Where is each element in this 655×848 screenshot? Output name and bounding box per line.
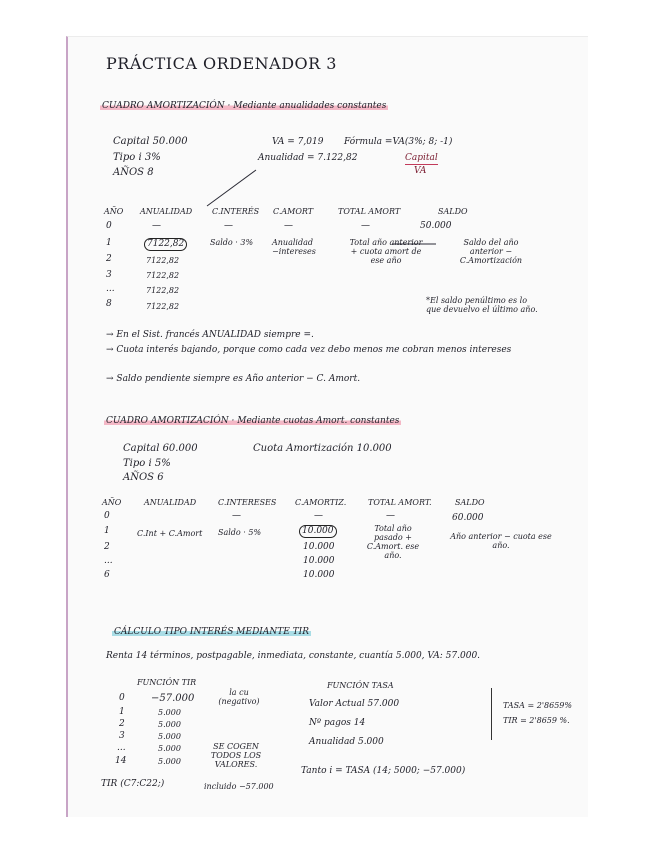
s3-intro: Renta 14 términos, postpagable, inmediata, constante, cuantía 5.000, VA: 57.000. bbox=[106, 651, 481, 661]
s1-anual-val: — bbox=[152, 221, 161, 231]
s1-bullet: → En el Sist. francés ANUALIDAD siempre =. bbox=[106, 330, 314, 340]
s1-bullet: → Cuota interés bajando, porque como cada vez debo menos me cobran menos intereses bbox=[106, 345, 512, 355]
s3-cogen: SE COGEN TODOS LOS VALORES. bbox=[210, 742, 262, 769]
s1-amort-dash: — bbox=[284, 221, 293, 231]
s3-tir-title: FUNCIÓN TIR bbox=[137, 678, 197, 687]
section1-heading: CUADRO AMORTIZACIÓN · Mediante anualidades constantes bbox=[102, 101, 387, 111]
s1-capital: Capital 50.000 bbox=[113, 136, 188, 147]
brace bbox=[491, 688, 498, 740]
s3-tir-note: la cu (negativo) bbox=[218, 688, 260, 706]
s3-tir-val: −57.000 bbox=[151, 693, 195, 704]
s3-tir-idx: 14 bbox=[115, 756, 127, 766]
s3-n-pagos: Nº pagos 14 bbox=[309, 718, 366, 728]
s2-interes-dash: — bbox=[232, 511, 241, 521]
s3-anualidad: Anualidad 5.000 bbox=[309, 737, 384, 747]
s1-tipo: Tipo i 3% bbox=[113, 152, 161, 163]
section2-heading: CUADRO AMORTIZACIÓN · Mediante cuotas Amort. constantes bbox=[106, 416, 400, 426]
s1-col-anualidad: ANUALIDAD bbox=[140, 207, 193, 216]
s1-formula: Fórmula =VA(3%; 8; -1) bbox=[344, 137, 453, 147]
s1-amort-row1: Anualidad −intereses bbox=[272, 238, 316, 256]
s2-tipo: Tipo i 5% bbox=[123, 458, 171, 469]
page-title: PRÁCTICA ORDENADOR 3 bbox=[106, 54, 337, 73]
s1-interes-dash: — bbox=[224, 221, 233, 231]
s1-capital-frac: Capital bbox=[405, 153, 438, 163]
s3-tir-val: 5.000 bbox=[158, 720, 181, 729]
s3-tir-idx: 2 bbox=[119, 719, 125, 729]
s2-amort-val-circled: 10.000 bbox=[299, 525, 337, 538]
s1-anual-val: 7122,82 bbox=[146, 256, 180, 265]
s2-col-interes: C.INTERESES bbox=[218, 498, 277, 507]
s2-year: 2 bbox=[104, 542, 110, 552]
s2-saldo-row1: Año anterior − cuota ese año. bbox=[450, 532, 552, 550]
s1-year: 2 bbox=[106, 254, 112, 264]
s1-anual-val: 7122,82 bbox=[146, 271, 180, 280]
s1-anual-val-circled: 7122,82 bbox=[144, 238, 187, 251]
s3-tir-val: 5.000 bbox=[158, 757, 181, 766]
s2-saldo0: 60.000 bbox=[452, 513, 484, 523]
s1-va: VA = 7,019 bbox=[272, 137, 324, 147]
s3-tir-idx: 3 bbox=[119, 731, 125, 741]
s2-col-amort: C.AMORTIZ. bbox=[295, 498, 347, 507]
s2-anos: AÑOS 6 bbox=[123, 472, 164, 483]
s1-col-saldo: SALDO bbox=[438, 207, 468, 216]
s1-anual-val: 7122,82 bbox=[146, 286, 180, 295]
s3-tir-idx: 1 bbox=[119, 707, 125, 717]
s2-col-anualidad: ANUALIDAD bbox=[144, 498, 197, 507]
s1-year: 0 bbox=[106, 221, 112, 231]
s2-year: 6 bbox=[104, 570, 110, 580]
s1-year: 8 bbox=[106, 299, 112, 309]
s2-amort-val: 10.000 bbox=[303, 542, 335, 552]
s2-col-ano: AÑO bbox=[102, 498, 122, 507]
s2-capital: Capital 60.000 bbox=[123, 443, 198, 454]
s2-year: ... bbox=[104, 556, 113, 566]
s3-tir-val: 5.000 bbox=[158, 708, 181, 717]
s1-anualidad: Anualidad = 7.122,82 bbox=[258, 153, 358, 163]
s1-year: ... bbox=[106, 284, 115, 294]
s2-amort-val: 10.000 bbox=[303, 570, 335, 580]
s3-tir-idx: ... bbox=[117, 743, 126, 753]
section3-heading: CÁLCULO TIPO INTERÉS MEDIANTE TIR bbox=[114, 627, 309, 637]
s3-tasa-result: TASA = 2'8659% bbox=[503, 701, 572, 710]
s2-col-saldo: SALDO bbox=[455, 498, 485, 507]
s1-col-amort: C.AMORT bbox=[273, 207, 314, 216]
s2-anualidad-row1: C.Int + C.Amort bbox=[137, 529, 203, 538]
s3-tir-val: 5.000 bbox=[158, 744, 181, 753]
s3-incluido: incluido −57.000 bbox=[204, 782, 274, 791]
s2-col-total: TOTAL AMORT. bbox=[368, 498, 432, 507]
s1-year: 3 bbox=[106, 270, 112, 280]
s1-col-total: TOTAL AMORT bbox=[338, 207, 401, 216]
s1-bullet: → Saldo pendiente siempre es Año anterior − C. Amort. bbox=[106, 374, 361, 384]
s2-total-dash: — bbox=[386, 511, 395, 521]
s1-anos: AÑOS 8 bbox=[113, 167, 154, 178]
s3-tanto: Tanto i = TASA (14; 5000; −57.000) bbox=[301, 766, 466, 776]
s1-interes-row1: Saldo · 3% bbox=[210, 238, 254, 247]
s1-col-ano: AÑO bbox=[104, 207, 124, 216]
s1-note: *El saldo penúltimo es lo que devuelvo el último año. bbox=[426, 296, 538, 314]
s1-year: 1 bbox=[106, 238, 112, 248]
s2-amort-val: — bbox=[314, 511, 323, 521]
s3-tir-val: 5.000 bbox=[158, 732, 181, 741]
s1-total-row1: Total año anterior + cuota amort de ese año bbox=[349, 238, 423, 265]
s1-saldo-row1: Saldo del año anterior − C.Amortización bbox=[459, 238, 523, 265]
s1-anual-val: 7122,82 bbox=[146, 302, 180, 311]
s3-tir-formula: TIR (C7:C22;) bbox=[101, 779, 165, 789]
s3-tasa-title: FUNCIÓN TASA bbox=[327, 681, 394, 690]
s2-year: 1 bbox=[104, 526, 110, 536]
s2-total-row1: Total año pasado + C.Amort. ese año. bbox=[366, 524, 420, 560]
s2-year: 0 bbox=[104, 511, 110, 521]
s3-tir-result: TIR = 2'8659 %. bbox=[503, 716, 570, 725]
s3-tir-idx: 0 bbox=[119, 693, 125, 703]
s1-va-frac: VA bbox=[414, 166, 427, 176]
s1-saldo0: 50.000 bbox=[420, 221, 452, 231]
s1-col-interes: C.INTERÉS bbox=[212, 207, 260, 216]
s2-cuota: Cuota Amortización 10.000 bbox=[253, 443, 392, 454]
s1-total-dash: — bbox=[361, 221, 370, 231]
s2-amort-val: 10.000 bbox=[303, 556, 335, 566]
s2-interes-row1: Saldo · 5% bbox=[218, 528, 262, 537]
s3-valor-actual: Valor Actual 57.000 bbox=[309, 699, 400, 709]
